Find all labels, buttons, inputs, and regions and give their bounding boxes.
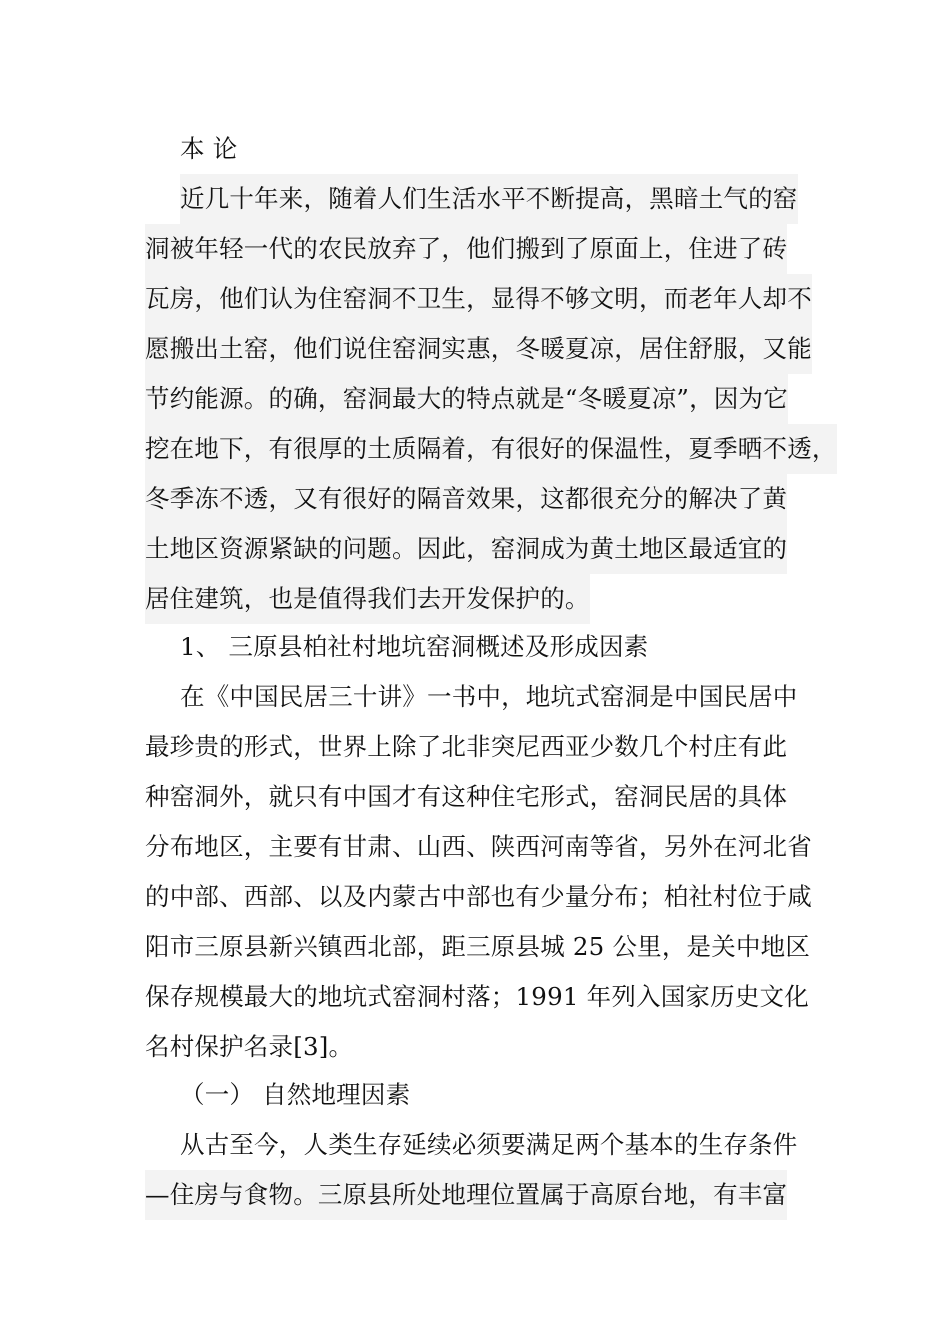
text-line: 近几十年来，随着人们生活水平不断提高，黑暗土气的窑 <box>180 174 798 224</box>
section-heading: （一） 自然地理因素 <box>180 1080 411 1109</box>
text-line: 名村保护名录[3]。 <box>145 1032 354 1061</box>
text-line: 种窑洞外，就只有中国才有这种住宅形式，窑洞民居的具体 <box>145 782 788 811</box>
text-line: 分布地区，主要有甘肃、山西、陕西河南等省，另外在河北省 <box>145 832 812 861</box>
text-line: 从古至今，人类生存延续必须要满足两个基本的生存条件 <box>180 1130 798 1159</box>
text-line: 保存规模最大的地坑式窑洞村落；1991 年列入国家历史文化 <box>145 982 809 1011</box>
text-line: 在《中国民居三十讲》一书中，地坑式窑洞是中国民居中 <box>180 682 798 711</box>
text-line: —住房与食物。三原县所处地理位置属于高原台地，有丰富 <box>145 1170 787 1220</box>
text-line: 瓦房，他们认为住窑洞不卫生，显得不够文明，而老年人却不 <box>145 274 812 324</box>
text-line: 最珍贵的形式，世界上除了北非突尼西亚少数几个村庄有此 <box>145 732 788 761</box>
text-line: 愿搬出土窑，他们说住窑洞实惠，冬暖夏凉，居住舒服，又能 <box>145 324 812 374</box>
text-line: 阳市三原县新兴镇西北部，距三原县城 25 公里，是关中地区 <box>145 932 811 961</box>
section-heading: 1、 三原县柏社村地坑窑洞概述及形成因素 <box>180 632 649 661</box>
text-line: 土地区资源紧缺的问题。因此，窑洞成为黄土地区最适宜的 <box>145 524 787 574</box>
section-heading: 本 论 <box>180 134 238 163</box>
text-line: 的中部、西部、以及内蒙古中部也有少量分布；柏社村位于咸 <box>145 882 812 911</box>
text-line: 冬季冻不透，又有很好的隔音效果，这都很充分的解决了黄 <box>145 474 787 524</box>
text-line: 居住建筑，也是值得我们去开发保护的。 <box>145 574 590 624</box>
text-line: 节约能源。的确，窑洞最大的特点就是“冬暖夏凉”，因为它 <box>145 374 788 424</box>
text-line: 洞被年轻一代的农民放弃了，他们搬到了原面上，住进了砖 <box>145 224 787 274</box>
text-line: 挖在地下，有很厚的土质隔着，有很好的保温性，夏季晒不透， <box>145 424 837 474</box>
